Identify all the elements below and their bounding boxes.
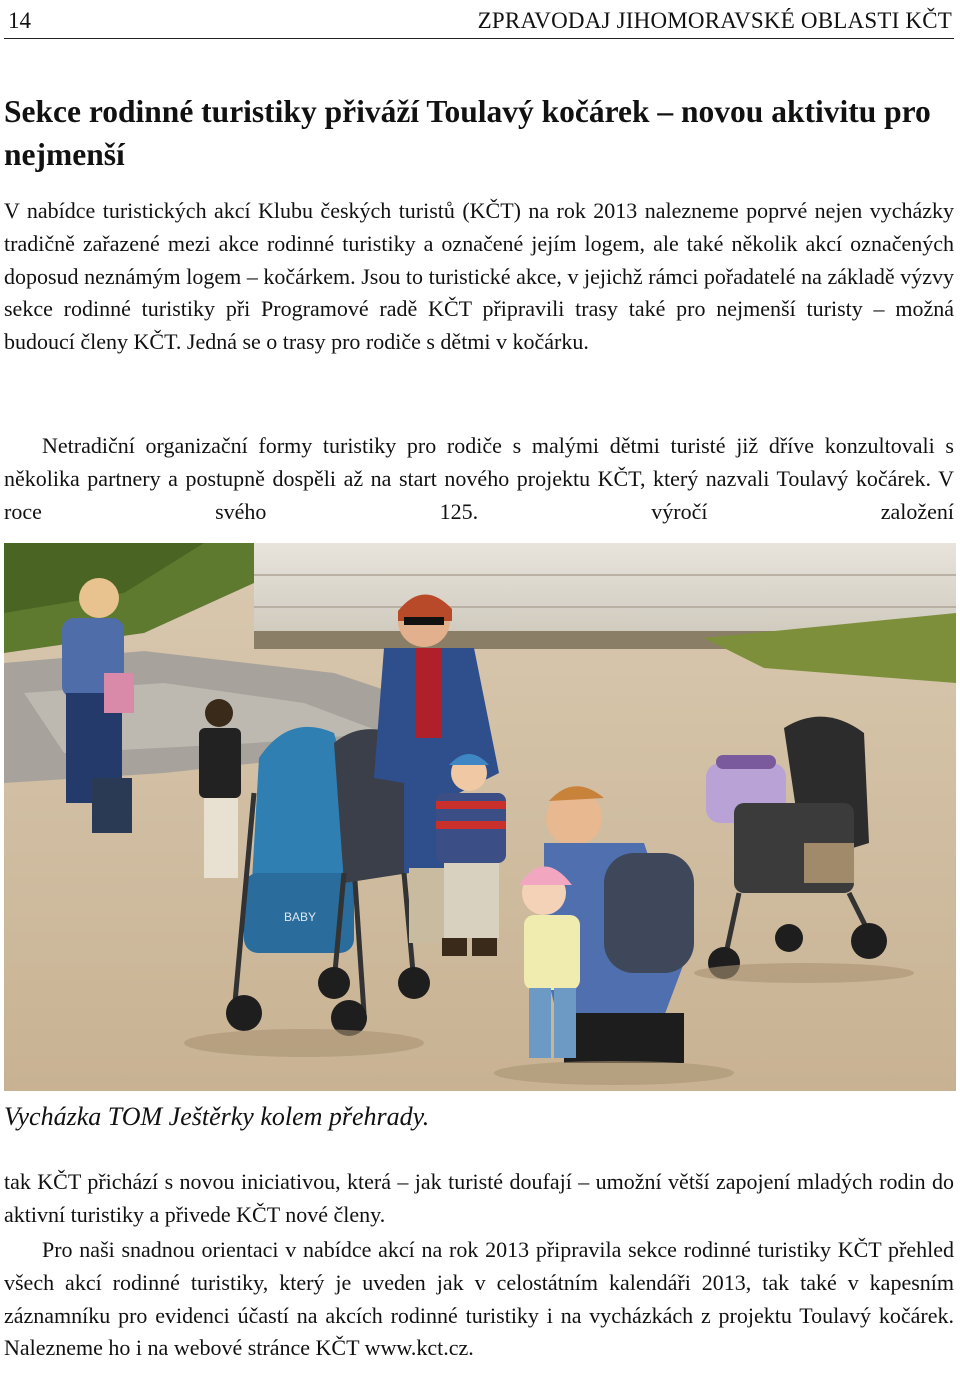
article-title: Sekce rodinné turistiky přiváží Toulavý kočárek – novou aktivitu pro nejmenší xyxy=(4,94,931,172)
paragraph-initiative: tak KČT přichází s novou iniciativou, která – jak turisté doufají – umožní větší zapojení mladých rodin do aktivní turistiky a přivede KČT nové členy. xyxy=(4,1169,954,1227)
running-title: ZPRAVODAJ JIHOMORAVSKÉ OBLASTI KČT xyxy=(477,8,952,33)
stroller-label: BABY xyxy=(284,910,317,924)
page-number: 14 xyxy=(8,8,31,33)
article-photo xyxy=(4,543,956,1091)
paragraph-intro: V nabídce turistických akcí Klubu českých turistů (KČT) na rok 2013 nalezneme poprvé nejen vycházky tradičně zařazené mezi akce rodinné turistiky a označené jejím logem, ale také několik akcí označených doposud neznámým logem – kočárkem. Jsou to turistické akce, v jejichž rámci pořadatelé na základě výzvy sekce rodinné turistiky při Programové radě KČT připravili trasy také pro nejmenší turisty – možná budoucí členy KČT. Jedná se o trasy pro rodiče s dětmi v kočárku. xyxy=(4,198,954,355)
photo-family-walk xyxy=(4,543,956,1091)
paragraph-history: Netradiční organizační formy turistiky pro rodiče s malými dětmi turisté již dříve konzultovali s několika partnery a postupně dospěli až na start nového projektu KČT, který nazvali Toulavý kočárek. V roce svého 125. výročí založení xyxy=(4,433,954,524)
photo-caption: Vycházka TOM Ještěrky kolem přehrady. xyxy=(4,1102,430,1131)
paragraph-calendar: Pro naši snadnou orientaci v nabídce akcí na rok 2013 připravila sekce rodinné turistiky KČT přehled všech akcí rodinné turistiky, který je uveden jak v celostátním kalendáři 2013, tak také v kapesním záznamníku pro evidenci účastí na akcích rodinné turistiky i na vycházkách z projektu Toulavý kočárek. Nalezneme ho i na webové stránce KČT www.kct.cz. xyxy=(4,1237,954,1361)
page-header xyxy=(4,4,954,39)
